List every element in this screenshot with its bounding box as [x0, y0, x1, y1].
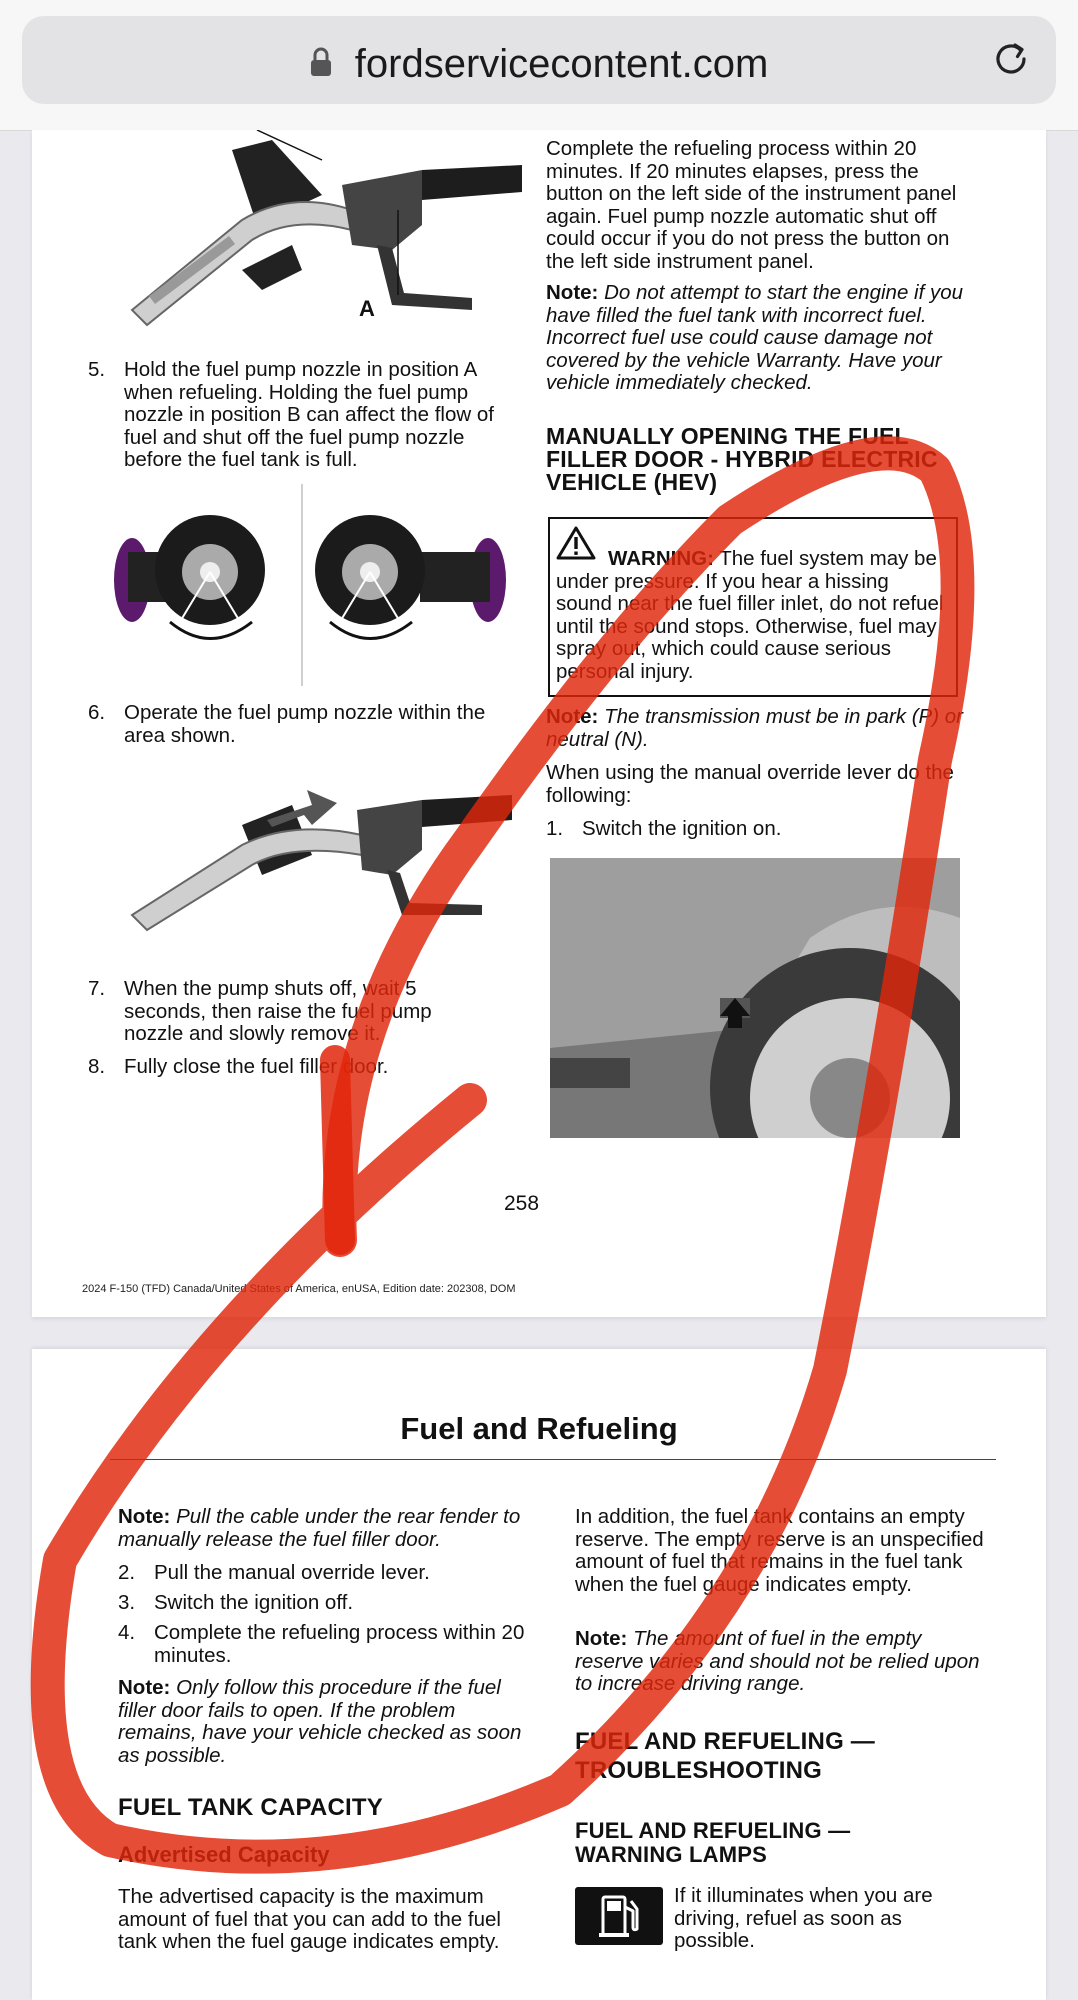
note-text: The transmission must be in park (P) or neutral (N).: [546, 705, 963, 751]
step-number: 1.: [546, 817, 564, 840]
note-text: Do not attempt to start the engine if you have filled the fuel tank with incorrect fuel. Incorrect fuel use could cause damage not covered by the vehicle Warranty. Have your vehicle immediately checked.: [546, 281, 964, 394]
nozzle-position-illustration: [92, 130, 542, 330]
fuel-pump-icon: [575, 1887, 663, 1945]
note-label: Note:: [546, 281, 599, 304]
empty-reserve-paragraph: In addition, the fuel tank contains an empty reserve. The empty reserve is an unspecified amount of fuel that remains in the fuel tank when the fuel gauge indicates empty.: [575, 1505, 984, 1596]
warning-label: WARNING:: [608, 547, 714, 570]
note-follow-procedure: [118, 1677, 538, 1767]
override-intro: When using the manual override lever do the following:: [546, 761, 954, 807]
figure-label-a: A: [359, 296, 375, 321]
step-number: 2.: [118, 1561, 136, 1584]
note-empty-reserve: [575, 1628, 995, 1696]
note-label: Note:: [575, 1627, 628, 1650]
note-text: Only follow this procedure if the fuel filler door fails to open. If the problem remains, have your vehicle checked as soon as possible.: [118, 1676, 522, 1767]
step-text: Operate the fuel pump nozzle within the area shown.: [124, 701, 486, 747]
warning-text: [556, 548, 950, 683]
step-number: 6.: [88, 701, 106, 724]
reload-icon[interactable]: [988, 36, 1034, 87]
title-rule: [110, 1459, 996, 1460]
manual-page-258: [32, 130, 1046, 1317]
note-text: Pull the cable under the rear fender to manually release the fuel filler door.: [118, 1505, 521, 1551]
step-text: Pull the manual override lever.: [154, 1561, 430, 1584]
lock-icon: [310, 42, 332, 87]
vehicle-fender-photo: [550, 858, 960, 1138]
heading-warning-lamps: FUEL AND REFUELING — WARNING LAMPS: [575, 1818, 851, 1867]
note-pull-cable: [118, 1506, 528, 1551]
note-label: Note:: [546, 705, 599, 728]
step-text: When the pump shuts off, wait 5 seconds, then raise the fuel pump nozzle and slowly remove it.: [124, 977, 432, 1045]
warning-body: The fuel system may be under pressure. If you hear a hissing sound near the fuel filler inlet, do not refuel until the sound stops. Otherwise, fuel may spray out, which could cause serious personal injury.: [556, 547, 944, 683]
step-text: Fully close the fuel filler door.: [124, 1055, 389, 1078]
refuel-timeout-paragraph: Complete the refueling process within 20 minutes. If 20 minutes elapses, press the button on the left side of the instrument panel again. Fuel pump nozzle automatic shut off could occur if you do not press the button on the left side instrument panel.: [546, 137, 957, 273]
filler-area-right-illustration: [310, 510, 510, 665]
note-text: The amount of fuel in the empty reserve varies and should not be relied upon to increase driving range.: [575, 1627, 980, 1695]
address-bar[interactable]: [22, 16, 1056, 104]
figure-divider: [301, 484, 303, 686]
step-number: 3.: [118, 1591, 136, 1614]
page-title: Fuel and Refueling: [400, 1411, 678, 1446]
url-display[interactable]: [22, 40, 1056, 87]
browser-toolbar: [0, 0, 1078, 131]
edition-footer: 2024 F-150 (TFD) Canada/United States of America, enUSA, Edition date: 202308, DOM: [82, 1283, 516, 1295]
section-heading-manual-open: MANUALLY OPENING THE FUEL FILLER DOOR - HYBRID ELECTRIC VEHICLE (HEV): [546, 423, 938, 495]
warning-lamp-text: If it illuminates when you are driving, refuel as soon as possible.: [674, 1884, 933, 1952]
step-text: Hold the fuel pump nozzle in position A when refueling. Holding the fuel pump nozzle in position B can affect the flow of fuel and shut off the fuel pump nozzle before the fuel tank is full.: [124, 358, 494, 471]
step-number: 8.: [88, 1055, 106, 1078]
step-text: Switch the ignition off.: [154, 1591, 354, 1614]
heading-troubleshooting: FUEL AND REFUELING — TROUBLESHOOTING: [575, 1728, 876, 1784]
step-number: 5.: [88, 358, 106, 381]
filler-area-left-illustration: [110, 510, 300, 665]
nozzle-removal-illustration: [92, 765, 532, 935]
manual-page-fuel-and-refueling: [32, 1349, 1046, 2000]
page-number: 258: [504, 1192, 540, 1215]
url-text: fordservicecontent.com: [354, 41, 769, 86]
step-number: 4.: [118, 1621, 136, 1644]
note-transmission: [546, 706, 966, 751]
note-label: Note:: [118, 1676, 171, 1699]
heading-fuel-tank-capacity: FUEL TANK CAPACITY: [118, 1794, 383, 1821]
step-text: Complete the refueling process within 20 minutes.: [154, 1621, 525, 1667]
heading-advertised-capacity: Advertised Capacity: [118, 1842, 330, 1867]
note-incorrect-fuel: [546, 282, 966, 395]
step-number: 7.: [88, 977, 106, 1000]
step-text: Switch the ignition on.: [582, 817, 782, 840]
note-label: Note:: [118, 1505, 171, 1528]
advertised-capacity-text: The advertised capacity is the maximum amount of fuel that you can add to the fuel tank when the fuel gauge indicates empty.: [118, 1885, 501, 1953]
